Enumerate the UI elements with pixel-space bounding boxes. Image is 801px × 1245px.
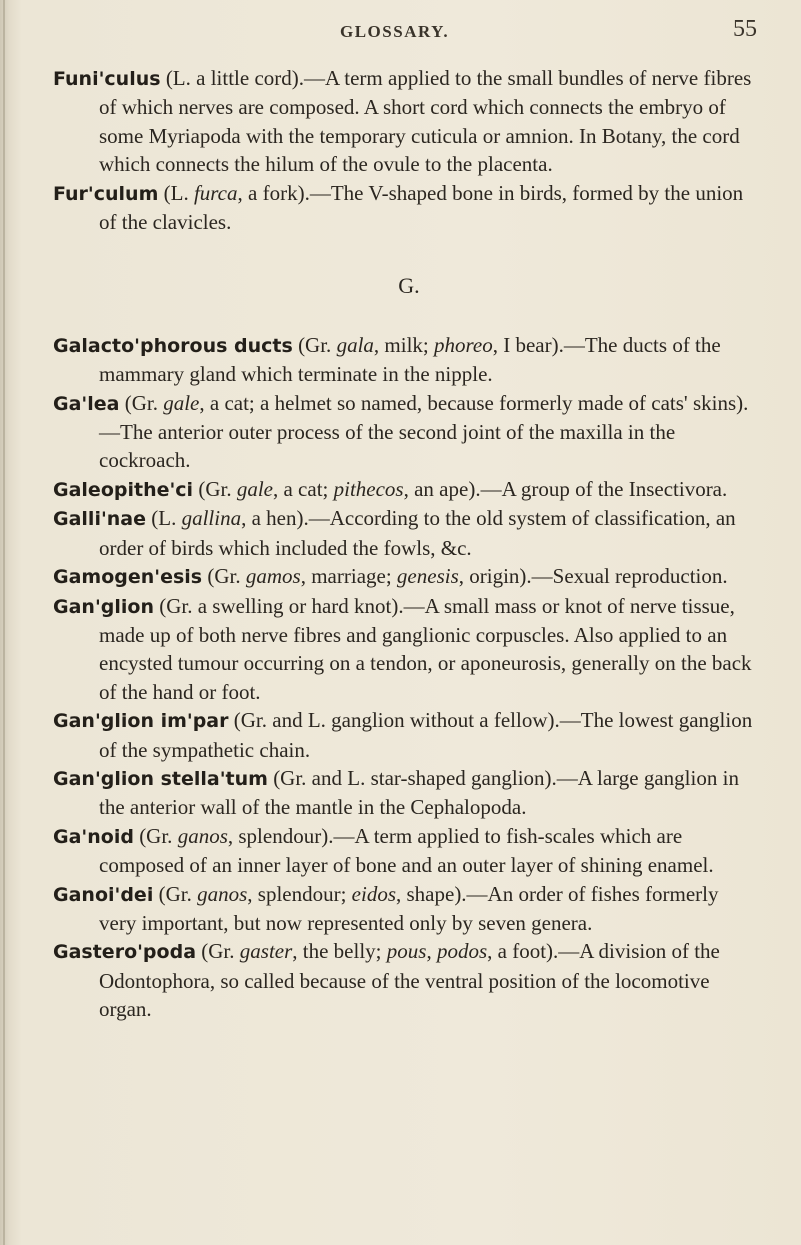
entry-text: , splendour;: [247, 881, 352, 906]
entry-text: (Gr.: [193, 476, 237, 501]
entry-text: (Gr.: [153, 881, 198, 906]
entry-headword: Funi'culus: [53, 68, 161, 90]
entry-etymon: ganos: [197, 881, 248, 906]
entry-text: , shape).—An order of fishes formerly very important, but now represented only by seven genera.: [99, 881, 719, 935]
entry-text: , marriage;: [300, 564, 397, 589]
entry-headword: Gan'glion im'par: [53, 710, 229, 733]
entry-text: , a cat;: [272, 476, 334, 501]
entry-text: (Gr.: [196, 939, 240, 964]
entry-text: (L.: [146, 506, 182, 531]
entry-text: , splendour).—A term applied to fish-scales which are composed of an inner layer of bone and an outer layer of shining enamel.: [99, 823, 714, 878]
entry-text: , a foot).—A division of the Odontophora, so called because of the ventral position of the locomotive organ.: [99, 939, 720, 1022]
page-number: 55: [733, 16, 757, 42]
section-letter: G.: [398, 273, 420, 299]
glossary-entry: [53, 504, 753, 562]
entry-text: (L.: [158, 180, 194, 205]
glossary-entry: [53, 562, 753, 591]
entry-text: , an ape).—A group of the Insectivora.: [403, 476, 728, 501]
entry-etymon: podos: [436, 939, 488, 964]
entry-text: , I bear).—The ducts of the mammary gland which terminate in the nipple.: [99, 332, 721, 387]
glossary-entry: [53, 822, 753, 880]
glossary-entry: [53, 475, 753, 504]
entry-etymon: gala: [336, 332, 374, 357]
glossary-entry: [53, 179, 753, 237]
entry-text: (Gr. and L. ganglion without a fellow).—The lowest ganglion of the sympathetic chain.: [99, 708, 753, 762]
entry-text: (Gr. and L. star-shaped ganglion).—A large ganglion in the anterior wall of the mantle in the Cephalopoda.: [99, 765, 739, 820]
entry-headword: Galacto'phorous ducts: [53, 334, 293, 357]
entry-text: , a hen).—According to the old system of classification, an order of birds which included the fowls, &c.: [99, 506, 736, 560]
page-gutter: [3, 0, 5, 1245]
glossary-entry: [53, 64, 753, 179]
entry-text: (Gr.: [119, 390, 164, 415]
entry-headword: Gamogen'esis: [53, 566, 203, 589]
entry-headword: Gan'glion stella'tum: [53, 767, 268, 790]
entry-headword: Ga'lea: [53, 392, 120, 415]
entry-etymon: pous: [386, 939, 427, 964]
entry-etymon: gallina: [181, 506, 242, 531]
entry-etymon: pithecos: [333, 476, 404, 501]
entry-text: (Gr.: [202, 564, 246, 589]
entry-text: (L. a little cord).—A term applied to the small bundles of nerve fibres of which nerves are composed. A short cord which connects the embryo of some Myriapoda with the temporary cuticula or amnion. In Botany, the cord which connects the hilum of the ovule to the placenta.: [99, 66, 752, 177]
entry-etymon: phoreo: [434, 332, 493, 357]
entry-headword: Ganoi'dei: [53, 883, 154, 906]
entry-headword: Galeopithe'ci: [53, 478, 194, 501]
glossary-entry: [53, 937, 753, 1023]
entry-headword: Fur'culum: [53, 182, 159, 205]
entry-text: (Gr.: [133, 823, 178, 848]
glossary-entry: [53, 389, 753, 475]
entry-text: , milk;: [373, 332, 434, 357]
glossary-entry: [53, 592, 753, 707]
glossary-entry: [53, 331, 753, 389]
entry-text: ,: [426, 939, 437, 964]
entries-before-section: [53, 64, 753, 236]
entry-etymon: gale: [163, 390, 200, 415]
entry-etymon: gamos: [245, 564, 301, 589]
entry-etymon: gaster: [239, 939, 293, 964]
entry-headword: Ga'noid: [53, 825, 134, 848]
entry-etymon: gale: [236, 476, 273, 501]
entry-text: (Gr. a swelling or hard knot).—A small mass or knot of nerve tissue, made up of both nerve fibres and ganglionic corpuscles. Also applied to an encysted tumour occurring on a tendon, or aponeurosis, generally on the back of the hand or foot.: [99, 593, 752, 704]
entry-headword: Gastero'poda: [53, 941, 197, 964]
running-header: GLOSSARY.: [340, 22, 450, 41]
glossary-entry: [53, 880, 753, 938]
glossary-entry: [53, 764, 753, 822]
entry-text: , the belly;: [292, 939, 387, 964]
entry-text: , a cat; a helmet so named, because formerly made of cats' skins).—The anterior outer process of the second joint of the maxilla in the cockroach.: [99, 390, 749, 473]
glossary-entries: [53, 64, 753, 1024]
entry-headword: Gan'glion: [53, 595, 154, 618]
entry-text: , origin).—Sexual reproduction.: [458, 564, 728, 589]
entry-text: (Gr.: [292, 332, 337, 357]
entry-etymon: furca: [193, 180, 238, 205]
entry-etymon: eidos: [351, 881, 396, 906]
entry-etymon: genesis: [396, 564, 459, 589]
entries-after-section: [53, 331, 753, 1024]
entry-headword: Galli'nae: [53, 508, 147, 531]
glossary-entry: [53, 706, 753, 764]
entry-text: , a fork).—The V-shaped bone in birds, formed by the union of the clavicles.: [99, 180, 744, 235]
entry-etymon: ganos: [177, 823, 228, 848]
